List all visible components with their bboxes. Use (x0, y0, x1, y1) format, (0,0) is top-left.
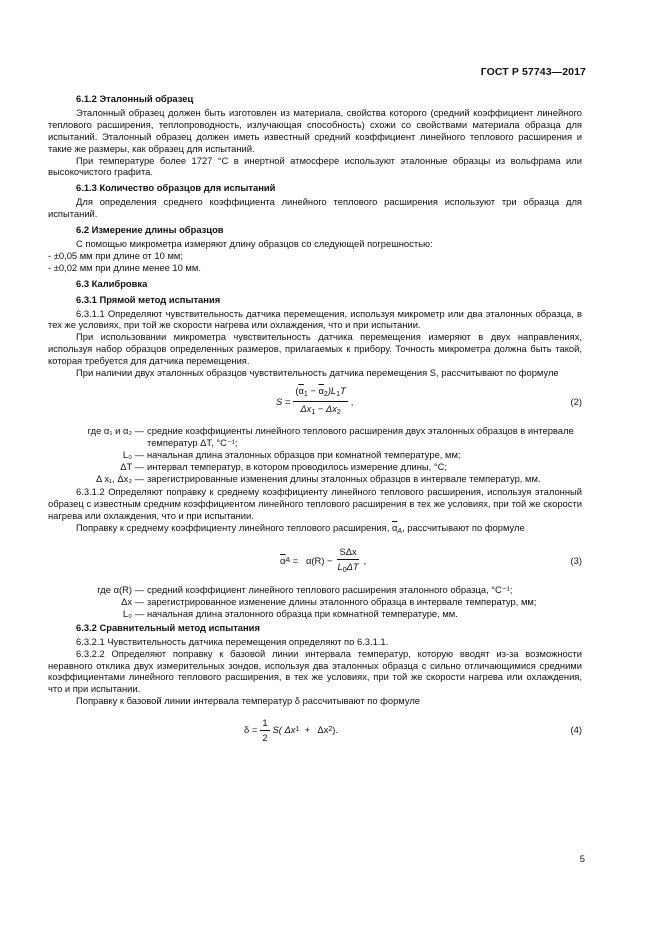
heading-6-3: 6.3 Калибровка (76, 277, 148, 289)
heading-6-3-2: 6.3.2 Сравнительный метод испытания (76, 621, 260, 633)
paragraph: 6.3.1.1 Определяют чувствительность датчика перемещения, используя микрометр или два эталонных образца, в тех же условиях, при той же скорости нагрева или охлаждения, что и при испытании. (48, 307, 582, 331)
paragraph: При использовании микрометра чувствительность датчика перемещения измеряют в двух направлениях, используя набор образцов определенных размеров, прилагаемых к прибору. Точность микрометра должна быть такой, которая требуется для датчика перемещения. (48, 331, 582, 367)
where-label: где α₁ и α₂ — (87, 424, 144, 436)
paragraph: 6.3.1.2 Определяют поправку к среднему коэффициенту линейного теплового расширения, используя эталонный образец с известным средним коэффициентом линейного теплового расширения в тех же условиях, при той же скорости нагрева или охлаждения, что и при испытании. (48, 486, 582, 522)
where-block (48, 425, 582, 485)
where-label: где α(R) — (97, 584, 144, 596)
formula-number: (4) (570, 724, 582, 736)
where-block (48, 584, 582, 620)
fraction (260, 717, 269, 744)
paragraph: 6.3.2.2 Определяют поправку к базовой линии интервала температур, которую вводят из-за возможности неравного отклика двух измерительных зондов, используя два эталонных образца с сильно отличающимися средними коэффициентами линейного теплового расширения, в тех же условиях, при той же скорости нагрева или охлаждения, что и при испытании. (48, 647, 582, 695)
where-label: ΔT — (120, 460, 144, 472)
heading-6-1-3: 6.1.3 Количество образцов для испытаний (76, 182, 276, 194)
paragraph: При температуре более 1727 °С в инертной атмосфере используют эталонные образцы из вольфрама или высокочистого графита. (48, 154, 582, 178)
page-number: 5 (579, 853, 585, 864)
heading-6-1-2: 6.1.2 Эталонный образец (76, 93, 194, 104)
denominator: $\Delta x_1 - \Delta x_2$ (300, 403, 341, 417)
numerator: SΔx (337, 546, 358, 560)
list-item: - ±0,05 мм при длине от 10 мм; (48, 249, 183, 261)
numerator: 1 (260, 717, 269, 731)
paragraph: Эталонный образец должен быть изготовлен из материала, свойства которого (средний коэффициент линейного теплового расширения, теплопроводность, излучающая способность) схожи со свойствами материала образца для испытаний. Эталонный образец должен иметь известный средний коэффициент линейного теплового расширения и такие же размеры, как образец для испытаний. (48, 106, 582, 154)
paragraph: С помощью микрометра измеряют длину образцов со следующей погрешностью: (76, 237, 433, 249)
fraction (336, 546, 361, 577)
formula-2: S = $\frac{(\overline{\alpha}_1 - \overline{\alpha}_2)L_1T}{\Delta x_1 - \Delta x_2}$ , (2) (48, 385, 582, 419)
heading-6-2: 6.2 Измерение длины образцов (76, 224, 224, 236)
paragraph: Для определения среднего коэффициента линейного теплового расширения используют три образца для испытаний. (48, 196, 582, 220)
where-label: Δ x₁, Δx₂ — (96, 472, 144, 484)
where-text: начальная длина эталонных образцов при комнатной температуре, мм; (147, 448, 461, 460)
formula-number: (2) (570, 395, 582, 407)
list-item: - ±0,02 мм при длине менее 10 мм. (48, 261, 201, 273)
where-text: интервал температур, в котором проводилось измерение длины, °С; (147, 460, 447, 472)
where-text: средние коэффициенты линейного теплового расширения двух эталонных образцов в интервале температур ΔT, °C⁻¹; (147, 424, 574, 448)
paragraph: Поправку к базовой линии интервала температур δ рассчитывают по формуле (76, 695, 421, 707)
formula-3: $\overline{\alpha}$ A = α(R) − $\frac{\text{SΔx}}{L_0\Delta T}$ , (3) (48, 544, 582, 578)
where-text: зарегистрированное изменение длины эталонного образца в интервале температур, мм; (147, 596, 537, 607)
formula-4: δ = $\frac{1}{2}$ S( Δx 1 + Δx 2 ). (4) (244, 716, 582, 743)
formula-lhs: S = (276, 395, 291, 407)
heading-6-3-1: 6.3.1 Прямой метод испытания (76, 293, 221, 305)
denominator: 2 (262, 731, 268, 743)
paragraph: Поправку к среднему коэффициенту линейного теплового расширения, $\overline{\alpha}_A$, рассчитывают по формуле (76, 522, 525, 536)
where-label: Δx — (121, 596, 144, 607)
where-text: начальная длина эталонного образца при комнатной температуре, мм. (147, 607, 458, 619)
where-label: L₀ — (122, 607, 144, 619)
fraction (293, 385, 347, 420)
formula-number: (3) (570, 555, 582, 567)
where-text: средний коэффициент линейного теплового расширения эталонного образца, °C⁻¹; (147, 584, 513, 596)
paragraph: При наличии двух эталонных образцов чувствительность датчика перемещения S, рассчитывают по формуле (76, 367, 559, 379)
numerator: $(\overline{\alpha}_1 - \overline{\alpha}_2)L_1T$ (293, 385, 347, 403)
paragraph: 6.3.2.1 Чувствительность датчика перемещения определяют по 6.3.1.1. (76, 635, 389, 647)
page-content (48, 93, 582, 753)
where-text: зарегистрированные изменения длины эталонных образцов в интервале температур, мм. (147, 472, 541, 484)
denominator: $L_0\Delta T$ (337, 560, 359, 574)
where-label: L₀ — (122, 448, 144, 460)
document-id: ГОСТ Р 57743—2017 (480, 66, 586, 78)
